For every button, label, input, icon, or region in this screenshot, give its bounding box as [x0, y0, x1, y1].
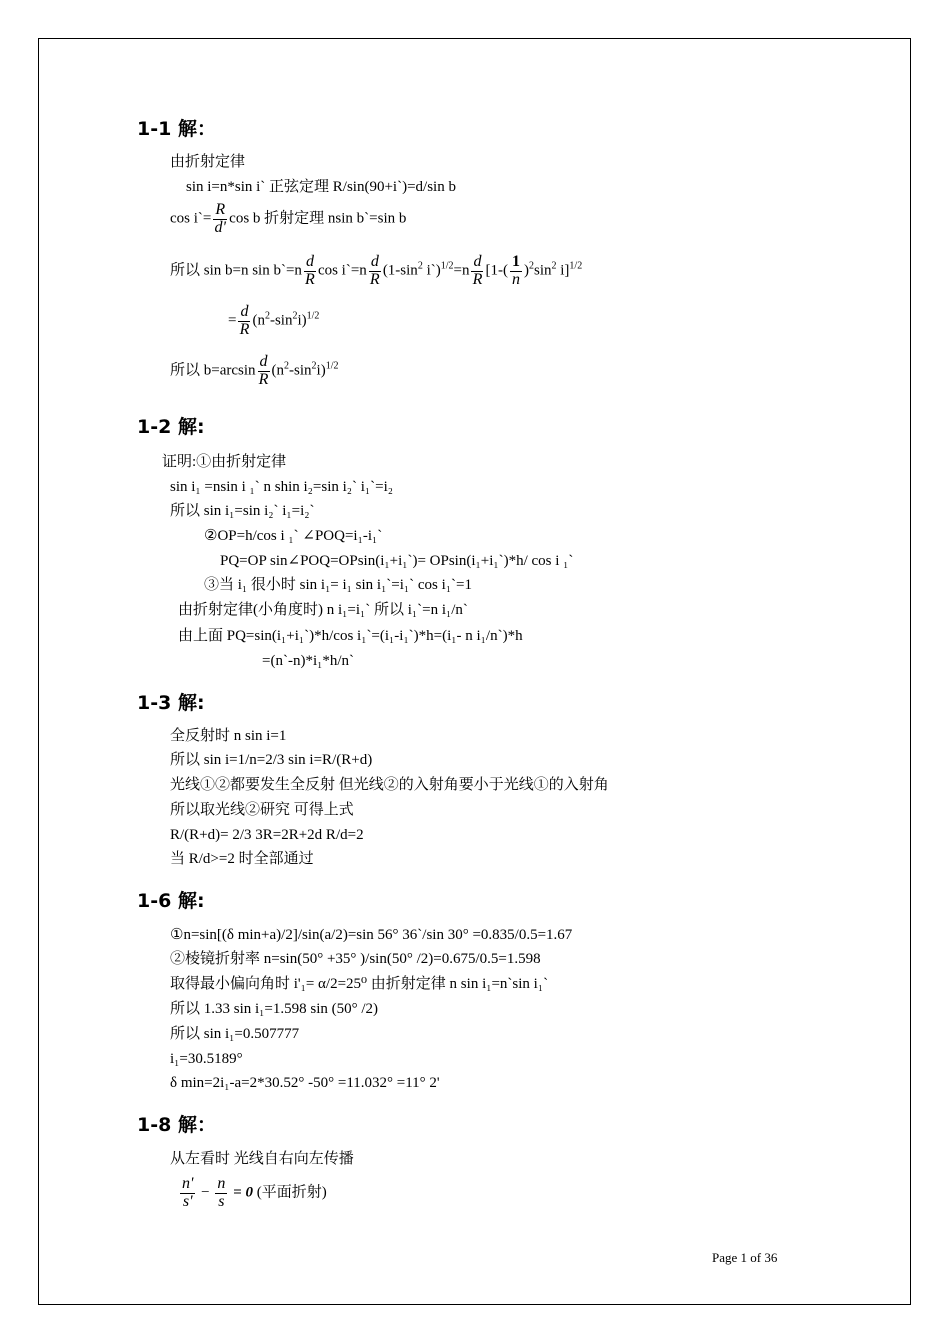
formula-line: = $\frac{d}{R}$ $(n^2-\sin^2i)^{1/2}$	[228, 303, 320, 338]
text-line: 由折射定律	[170, 154, 246, 170]
text-line: PQ=OP sin∠POQ=OPsin(i₁+i₁`)= OPsin(i₁+i₁`)*h/ cos i ₁`	[220, 553, 574, 569]
formula-line: 所以 sin b=n sin b`=n $\frac{d}{R}$ cos i`=n $\frac{d}{R}$ ($1-\sin^2$ i`)$^{1/2}$=n $\frac{d}{R}$ [1-( $\frac{1}{n}$ )$^2\sin^2$ i]$^{1/2}$	[170, 253, 583, 288]
heading-1-1: 1-1 解：	[137, 118, 216, 140]
text-line: δ min=2i₁-a=2*30.52° -50° =11.032° =11° 2'	[170, 1075, 440, 1091]
formula-line: 所以 b=arcsin $\frac{d}{R}$ $(n^2-\sin^2i)^{1/2}$	[170, 353, 339, 388]
formula-line: cos i`= $\frac{R}{d'}$ cos b 折射定理 nsin b`=sin b	[170, 201, 407, 236]
heading-1-3: 1-3 解:	[137, 692, 205, 714]
heading-1-8: 1-8 解：	[137, 1114, 216, 1136]
text-line: 光线①②都要发生全反射 但光线②的入射角要小于光线①的入射角	[170, 777, 609, 793]
text-line: 由上面 PQ=sin(i₁+i₁`)*h/cos i₁`=(i₁-i₁`)*h=(i₁- n i₁/n`)*h	[178, 628, 523, 644]
text-line: 取得最小偏向角时 i'₁= α/2=25⁰ 由折射定律 n sin i₁=n`sin i₁`	[170, 976, 549, 992]
text-line: ②棱镜折射率 n=sin(50° +35° )/sin(50° /2)=0.675/0.5=1.598	[170, 951, 541, 967]
heading-1-2: 1-2 解:	[137, 416, 205, 438]
text-line: 所以 sin i₁=0.507777	[170, 1026, 300, 1042]
text-line: 由折射定律(小角度时) n i₁=i₁` 所以 i₁`=n i₁/n`	[178, 602, 468, 618]
text-line: ③当 i₁ 很小时 sin i₁= i₁ sin i₁`=i₁` cos i₁`=1	[204, 577, 473, 593]
text-line: sin i₁ =nsin i ₁` n shin i₂=sin i₂` i₁`=i₂	[170, 479, 394, 495]
text-line: =(n`-n)*i₁*h/n`	[262, 653, 354, 669]
text-line: 从左看时 光线自右向左传播	[170, 1151, 354, 1167]
text-line: sin i=n*sin i` 正弦定理 R/sin(90+i`)=d/sin b	[186, 179, 456, 195]
text-line: R/(R+d)= 2/3 3R=2R+2d R/d=2	[170, 827, 364, 843]
heading-1-6: 1-6 解:	[137, 890, 205, 912]
text-line: ①n=sin[(δ min+a)/2]/sin(a/2)=sin 56° 36`/sin 30° =0.835/0.5=1.67	[170, 927, 573, 943]
text-line: 当 R/d>=2 时全部通过	[170, 851, 314, 867]
text-line: 所以 sin i₁=sin i₂` i₁=i₂`	[170, 503, 315, 519]
text-line: 全反射时 n sin i=1	[170, 728, 287, 744]
text-line: 所以 1.33 sin i₁=1.598 sin (50° /2)	[170, 1001, 379, 1017]
page-number: Page 1 of 36	[712, 1250, 778, 1265]
text-line: i₁=30.5189°	[170, 1051, 243, 1067]
text-line: 所以 sin i=1/n=2/3 sin i=R/(R+d)	[170, 752, 373, 768]
text-line: ②OP=h/cos i ₁` ∠POQ=i₁-i₁`	[204, 528, 383, 544]
text-line: 所以取光线②研究 可得上式	[170, 802, 354, 818]
formula-line: $\frac{n'}{s'}$ − $\frac{n}{s}$ = 0 (平面折射)	[182, 1175, 327, 1210]
text-line: 证明:①由折射定律	[162, 454, 287, 470]
